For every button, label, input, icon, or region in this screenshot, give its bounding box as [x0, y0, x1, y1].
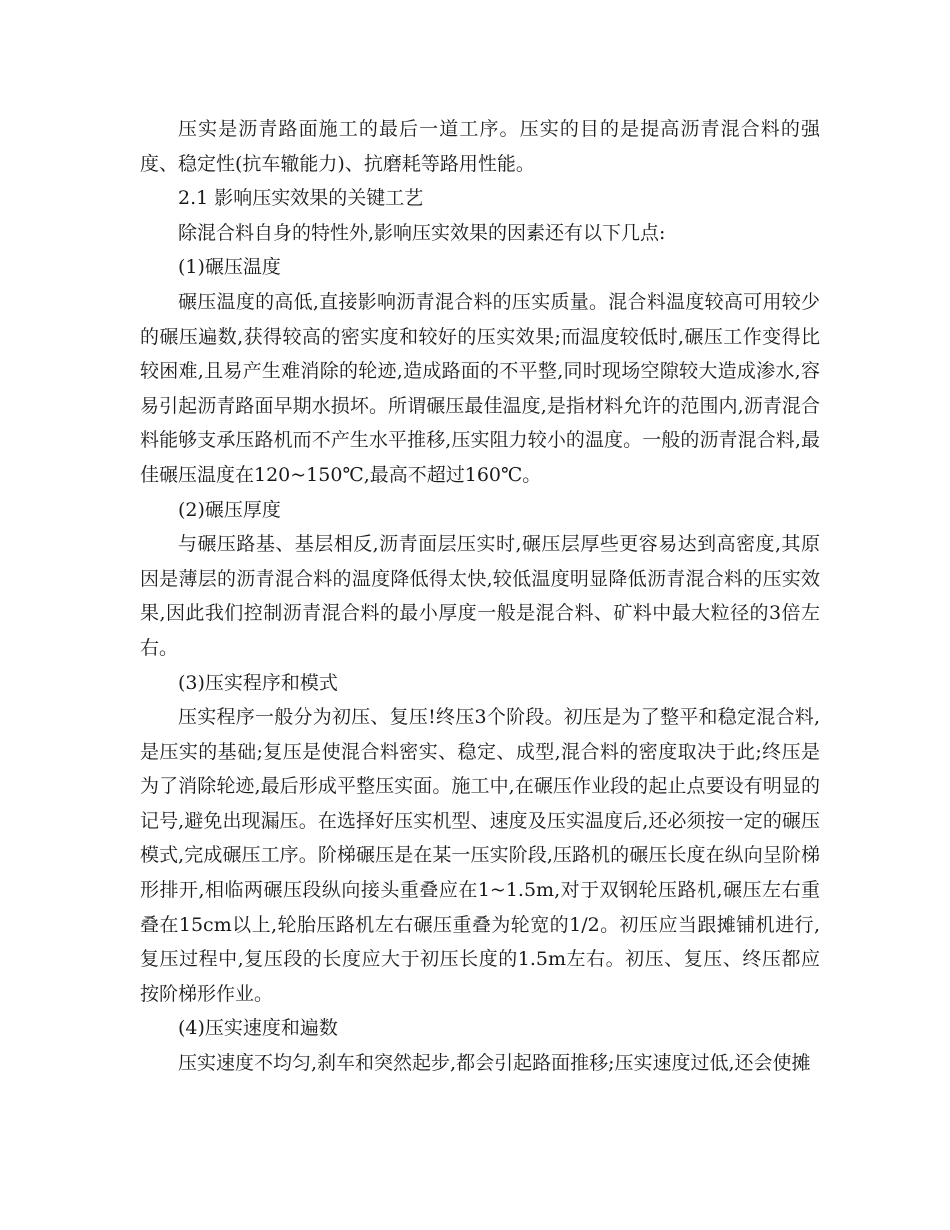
- paragraph-rolling-thickness: 与碾压路基、基层相反,沥青面层压实时,碾压层厚些更容易达到高密度,其原因是薄层的沥青混合料的温度降低得太快,较低温度明显降低沥青混合料的压实效果,因此我们控制沥青混合料的最小厚度一般是混合料、矿料中最大粒径的3倍左右。: [140, 533, 820, 659]
- paragraph-rolling-temperature: 碾压温度的高低,直接影响沥青混合料的压实质量。混合料温度较高可用较少的碾压遍数,获得较高的密实度和较好的压实效果;而温度较低时,碾压工作变得比较困难,且易产生难消除的轮迹,造成路面的不平整,同时现场空隙较大造成渗水,容易引起沥青路面早期水损坏。所谓碾压最佳温度,是指材料允许的范围内,沥青混合料能够支承压路机而不产生水平推移,压实阻力较小的温度。一般的沥青混合料,最佳碾压温度在120~150℃,最高不超过160℃。: [140, 290, 820, 486]
- section-heading-2-1: 2.1 影响压实效果的关键工艺: [178, 187, 424, 210]
- paragraph-factors-intro: 除混合料自身的特性外,影响压实效果的因素还有以下几点:: [178, 221, 666, 244]
- document-body: [140, 112, 820, 1081]
- paragraph-intro: 压实是沥青路面施工的最后一道工序。压实的目的是提高沥青混合料的强度、稳定性(抗车辙能力)、抗磨耗等路用性能。: [140, 118, 820, 175]
- subheading-compaction-procedure: (3)压实程序和模式: [178, 671, 338, 694]
- paragraph-compaction-speed: 压实速度不均匀,刹车和突然起步,都会引起路面推移;压实速度过低,还会使摊: [178, 1052, 811, 1075]
- paragraph-compaction-procedure: 压实程序一般分为初压、复压!终压3个阶段。初压是为了整平和稳定混合料,是压实的基础;复压是使混合料密实、稳定、成型,混合料的密度取决于此;终压是为了消除轮迹,最后形成平整压实面。施工中,在碾压作业段的起止点要设有明显的记号,避免出现漏压。在选择好压实机型、速度及压实温度后,还必须按一定的碾压模式,完成碾压工序。阶梯碾压是在某一压实阶段,压路机的碾压长度在纵向呈阶梯形排开,相临两碾压段纵向接头重叠应在1~1.5m,对于双钢轮压路机,碾压左右重叠在15cm以上,轮胎压路机左右碾压重叠为轮宽的1/2。初压应当跟摊铺机进行,复压过程中,复压段的长度应大于初压长度的1.5m左右。初压、复压、终压都应按阶梯形作业。: [140, 706, 820, 1005]
- subheading-rolling-temperature: (1)碾压温度: [178, 256, 281, 279]
- subheading-rolling-thickness: (2)碾压厚度: [178, 498, 281, 521]
- subheading-compaction-speed: (4)压实速度和遍数: [178, 1017, 338, 1040]
